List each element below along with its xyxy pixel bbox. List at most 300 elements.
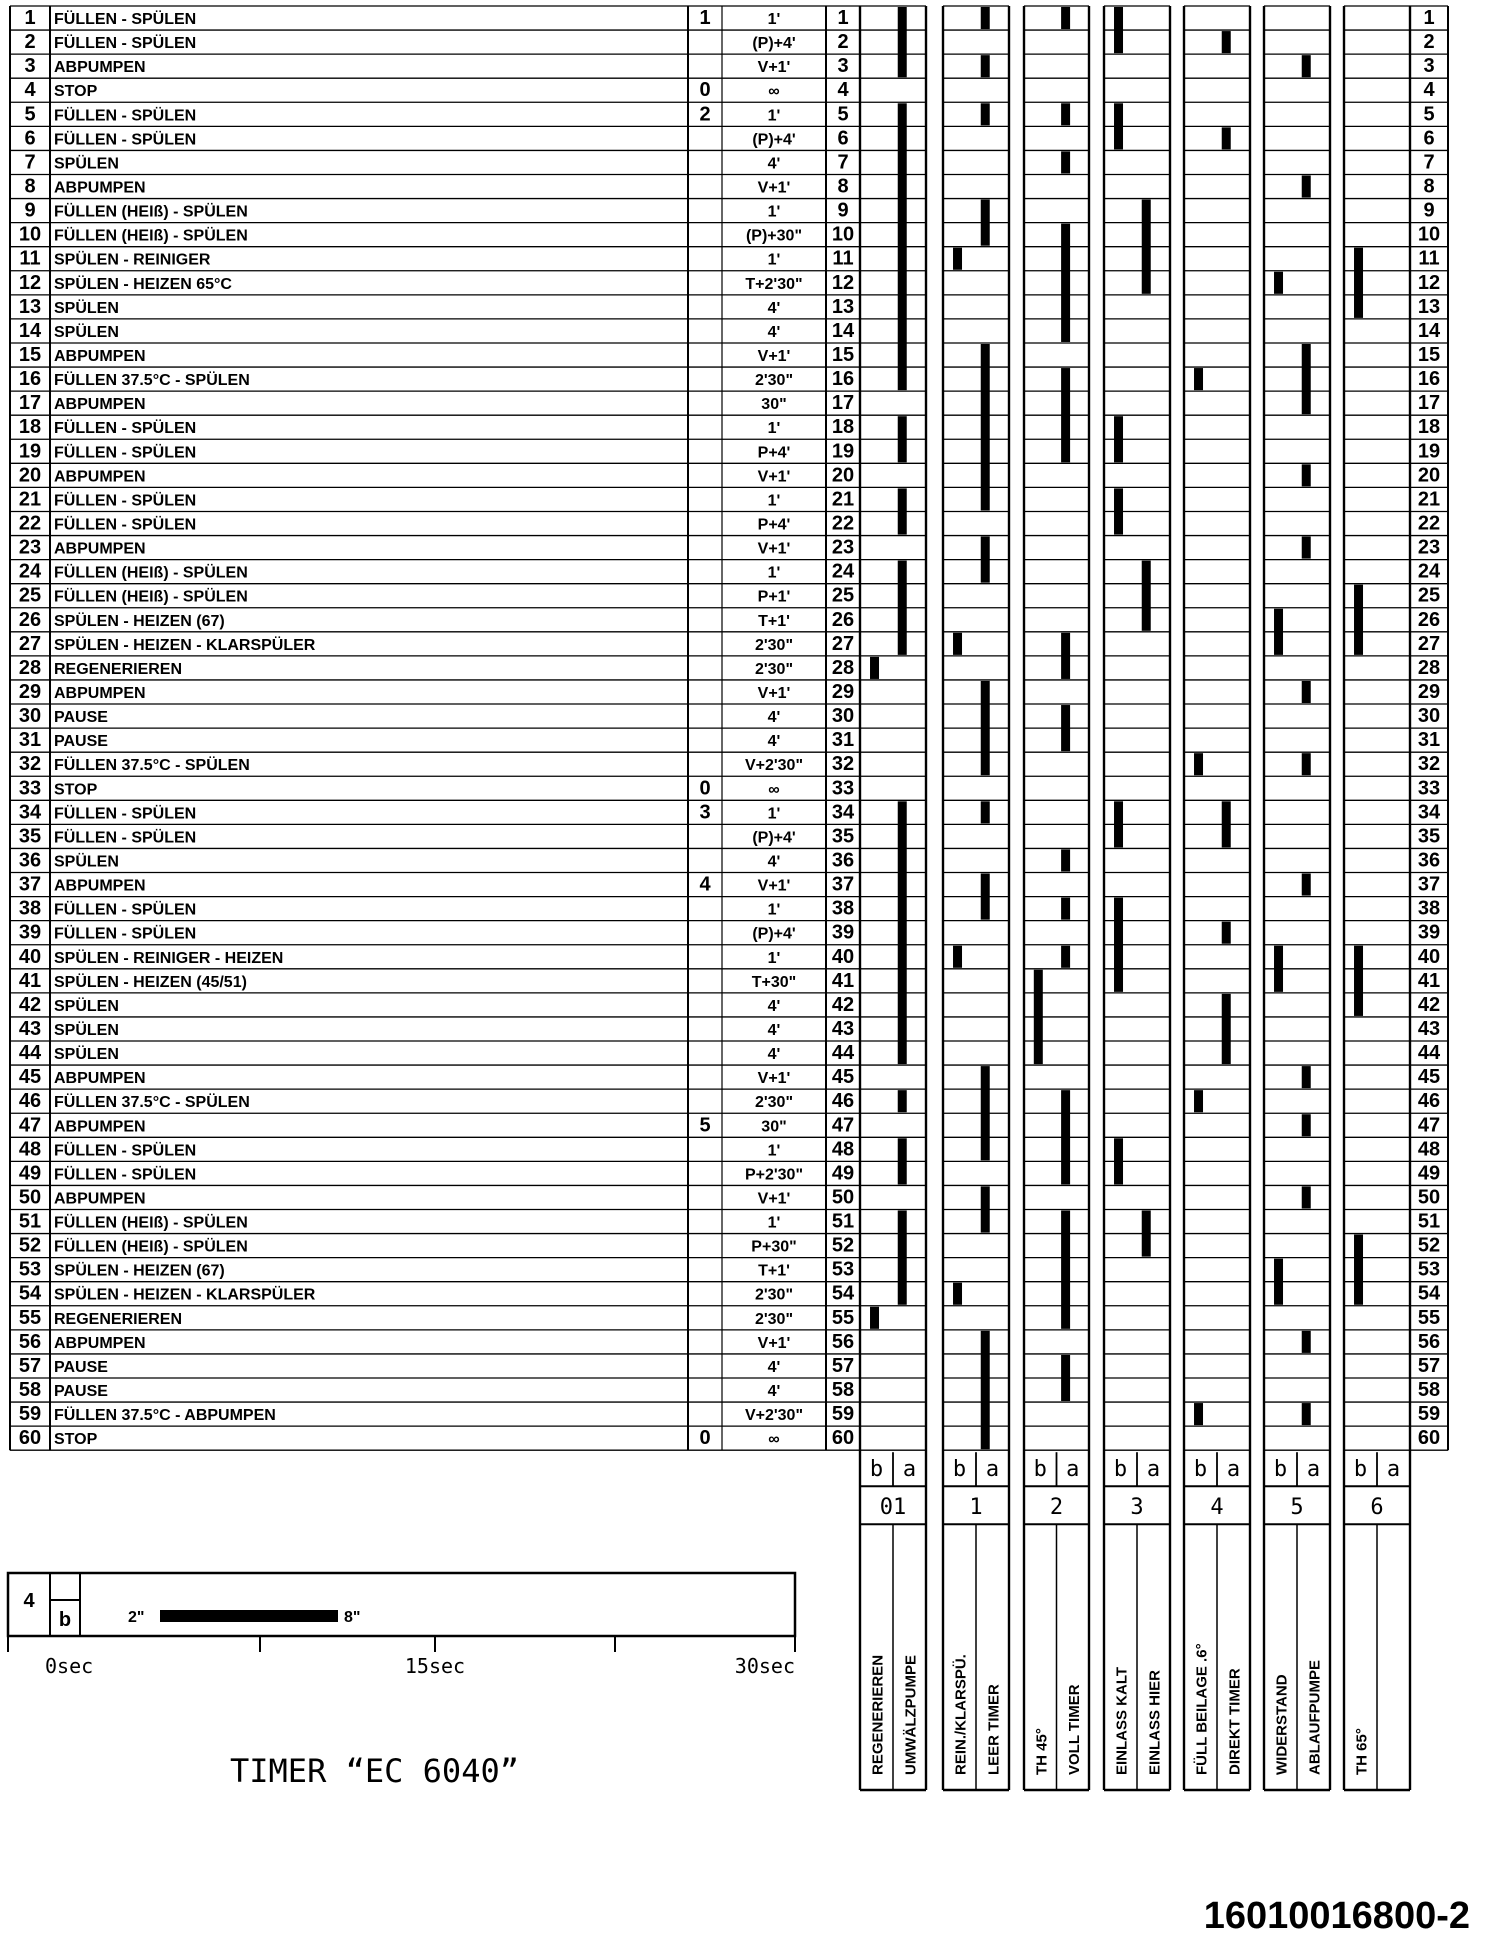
contact-bar-01-a (898, 1138, 907, 1184)
step-number-far-right: 4 (1423, 79, 1435, 102)
step-duration: 2'30" (754, 1286, 794, 1304)
contact-bar-6-b (1354, 946, 1363, 1016)
step-duration: ∞ (768, 83, 780, 101)
step-number-right: 60 (831, 1427, 855, 1450)
step-number-right: 43 (831, 1017, 855, 1040)
step-number: 31 (18, 729, 42, 752)
step-number-far-right: 14 (1417, 319, 1441, 342)
step-label: FÜLLEN - SPÜLEN (54, 11, 197, 29)
step-duration: T+1' (758, 1262, 790, 1280)
contact-bar-5-a (1302, 1331, 1311, 1353)
step-number-far-right: 22 (1417, 512, 1441, 535)
contact-bar-3-a (1142, 200, 1151, 294)
step-duration: 2'30" (754, 1310, 794, 1328)
signal-label-a: DIREKT TIMER (1226, 1668, 1244, 1775)
step-number-right: 17 (831, 392, 855, 415)
step-label: PAUSE (54, 709, 108, 727)
step-number: 46 (18, 1090, 42, 1113)
step-duration: V+1' (757, 1334, 791, 1352)
contact-bar-1-a (981, 1066, 990, 1160)
step-number: 58 (18, 1379, 42, 1402)
step-number-far-right: 35 (1417, 825, 1441, 848)
step-label: SPÜLEN - HEIZEN - KLARSPÜLER (54, 1286, 316, 1304)
step-number: 30 (18, 705, 42, 728)
step-number-far-right: 18 (1417, 416, 1441, 439)
step-number-right: 32 (831, 753, 855, 776)
contact-bar-2-a (1061, 898, 1070, 920)
step-number-right: 38 (831, 897, 855, 920)
contact-bar-6-b (1354, 248, 1363, 318)
timer-position: 4 (23, 1590, 35, 1612)
step-duration: V+1' (757, 59, 791, 77)
diagram-title: TIMER “EC 6040” (230, 1752, 519, 1790)
step-duration: 1' (767, 107, 781, 125)
contact-bar-1-a (981, 681, 990, 775)
signal-label-a: UMWÄLZPUMPE (902, 1655, 920, 1775)
step-number: 1 (24, 7, 36, 30)
step-duration: 1' (767, 203, 781, 221)
step-number-far-right: 32 (1417, 753, 1441, 776)
contact-bar-01-a (898, 561, 907, 655)
step-number-right: 5 (837, 103, 849, 126)
step-number-far-right: 56 (1417, 1330, 1441, 1353)
step-number-far-right: 42 (1417, 993, 1441, 1016)
step-number: 19 (18, 440, 42, 463)
step-number-right: 33 (831, 777, 855, 800)
document-code: 16010016800-2 (1203, 1895, 1470, 1937)
step-number-far-right: 47 (1417, 1114, 1441, 1137)
step-number: 8 (24, 175, 36, 198)
signal-label-b: TH 45° (1033, 1728, 1051, 1775)
step-number: 10 (18, 223, 42, 246)
step-number-right: 4 (837, 79, 849, 102)
step-number-right: 6 (837, 127, 849, 150)
step-number-right: 54 (831, 1282, 855, 1305)
contact-bar-2-a (1061, 705, 1070, 751)
step-label: SPÜLEN (54, 853, 119, 871)
step-number-right: 13 (831, 295, 855, 318)
contact-bar-4-a (1222, 922, 1231, 944)
timer-on-from: 2" (128, 1609, 145, 1626)
step-number-right: 26 (831, 608, 855, 631)
contact-bar-3-b (1114, 7, 1123, 53)
step-number-right: 47 (831, 1114, 855, 1137)
step-number: 23 (18, 536, 42, 559)
step-duration: 1' (767, 420, 781, 438)
contact-b-label: b (1193, 1457, 1208, 1483)
step-number-far-right: 12 (1417, 271, 1441, 294)
contact-bar-2-a (1061, 1211, 1070, 1329)
step-number: 41 (18, 969, 42, 992)
timer-channel: b (58, 1609, 72, 1631)
step-number-far-right: 30 (1417, 705, 1441, 728)
step-number-far-right: 58 (1417, 1379, 1441, 1402)
step-number-far-right: 48 (1417, 1138, 1441, 1161)
step-number: 22 (18, 512, 42, 535)
contact-a-label: a (985, 1457, 1000, 1483)
step-label: STOP (54, 1431, 98, 1449)
step-number: 56 (18, 1330, 42, 1353)
step-number: 32 (18, 753, 42, 776)
step-number-right: 23 (831, 536, 855, 559)
step-number: 37 (18, 873, 42, 896)
contact-bar-01-a (898, 7, 907, 77)
step-number-far-right: 19 (1417, 440, 1441, 463)
step-number-far-right: 27 (1417, 632, 1441, 655)
contact-bar-1-a (981, 200, 990, 246)
step-duration: 4' (767, 1358, 781, 1376)
step-label: FÜLLEN - SPÜLEN (54, 829, 197, 847)
contact-a-label: a (1306, 1457, 1321, 1483)
step-number: 35 (18, 825, 42, 848)
contact-bar-2-a (1061, 368, 1070, 462)
step-number-far-right: 43 (1417, 1017, 1441, 1040)
signal-label-a: VOLL TIMER (1065, 1684, 1083, 1775)
step-position: 2 (699, 103, 711, 126)
step-number-right: 11 (832, 247, 854, 270)
contact-b-label: b (1353, 1457, 1368, 1483)
step-number: 33 (18, 777, 42, 800)
step-label: FÜLLEN - SPÜLEN (54, 107, 197, 125)
step-number-right: 51 (831, 1210, 855, 1233)
step-number-far-right: 38 (1417, 897, 1441, 920)
step-number: 55 (18, 1306, 42, 1329)
step-number-far-right: 11 (1418, 247, 1440, 270)
time-axis-label: 0sec (45, 1654, 94, 1678)
step-label: REGENERIEREN (54, 1310, 183, 1328)
step-duration: V+1' (757, 684, 791, 702)
contact-bar-01-a (898, 488, 907, 534)
step-position: 1 (699, 7, 711, 30)
step-number: 49 (18, 1162, 42, 1185)
group-id: 2 (1049, 1495, 1064, 1521)
step-position: 5 (699, 1114, 711, 1137)
step-number-far-right: 44 (1417, 1042, 1441, 1065)
contact-bar-5-b (1274, 946, 1283, 992)
step-number-right: 52 (831, 1234, 855, 1257)
step-number: 39 (18, 921, 42, 944)
step-number: 48 (18, 1138, 42, 1161)
step-number-far-right: 45 (1417, 1066, 1441, 1089)
step-number-far-right: 55 (1417, 1306, 1441, 1329)
step-number-right: 40 (831, 945, 855, 968)
step-number: 59 (18, 1403, 42, 1426)
step-number-right: 9 (837, 199, 849, 222)
step-number-far-right: 33 (1417, 777, 1441, 800)
step-label: STOP (54, 83, 98, 101)
step-number: 25 (18, 584, 42, 607)
step-number-right: 14 (831, 319, 855, 342)
step-duration: 1' (767, 564, 781, 582)
step-number-right: 34 (831, 801, 855, 824)
step-number: 36 (18, 849, 42, 872)
contact-bar-6-b (1354, 585, 1363, 655)
step-label: SPÜLEN (54, 299, 119, 317)
contact-bar-2-a (1061, 224, 1070, 342)
step-number: 13 (18, 295, 42, 318)
step-duration: V+2'30" (744, 757, 804, 775)
contact-bar-5-a (1302, 175, 1311, 197)
step-number-far-right: 8 (1423, 175, 1435, 198)
step-label: FÜLLEN - SPÜLEN (54, 516, 197, 534)
contact-bar-1-b (953, 633, 962, 655)
step-number-far-right: 3 (1423, 55, 1435, 78)
step-number-far-right: 40 (1417, 945, 1441, 968)
step-duration: 2'30" (754, 636, 794, 654)
step-label: FÜLLEN (HEIß) - SPÜLEN (54, 1238, 248, 1256)
step-number-right: 24 (831, 560, 855, 583)
step-number: 7 (24, 151, 36, 174)
step-duration: V+1' (757, 348, 791, 366)
step-number: 60 (18, 1427, 42, 1450)
step-number-far-right: 2 (1423, 31, 1435, 54)
step-number-far-right: 51 (1417, 1210, 1441, 1233)
step-number-far-right: 54 (1417, 1282, 1441, 1305)
step-duration: T+2'30" (745, 275, 803, 293)
step-label: ABPUMPEN (54, 348, 146, 366)
step-number-right: 57 (831, 1354, 855, 1377)
step-number-far-right: 41 (1417, 969, 1441, 992)
step-number-right: 39 (831, 921, 855, 944)
contact-bar-4-b (1194, 1090, 1203, 1112)
step-number-far-right: 28 (1417, 656, 1441, 679)
time-axis-label: 15sec (404, 1654, 466, 1678)
step-label: FÜLLEN - SPÜLEN (54, 1166, 197, 1184)
step-duration: P+2'30" (744, 1166, 804, 1184)
step-number: 47 (18, 1114, 42, 1137)
step-label: SPÜLEN (54, 1021, 119, 1039)
step-label: FÜLLEN 37.5°C - ABPUMPEN (54, 1407, 276, 1425)
contact-bar-3-b (1114, 801, 1123, 847)
contact-bar-01-b (870, 1307, 879, 1329)
step-duration: 1' (767, 1142, 781, 1160)
step-number-right: 37 (831, 873, 855, 896)
signal-label-b: TH 65° (1353, 1728, 1371, 1775)
step-number-far-right: 21 (1417, 488, 1441, 511)
step-label: FÜLLEN - SPÜLEN (54, 805, 197, 823)
step-label: FÜLLEN - SPÜLEN (54, 925, 197, 943)
step-duration: (P)+4' (752, 35, 796, 53)
step-number: 16 (18, 368, 42, 391)
step-number-far-right: 25 (1417, 584, 1441, 607)
step-number-right: 44 (831, 1042, 855, 1065)
signal-label-b: REGENERIEREN (869, 1654, 887, 1775)
step-number-far-right: 49 (1417, 1162, 1441, 1185)
signal-label-b: WIDERSTAND (1273, 1674, 1291, 1775)
step-label: ABPUMPEN (54, 468, 146, 486)
step-number: 26 (18, 608, 42, 631)
step-number-right: 19 (831, 440, 855, 463)
step-number-right: 21 (831, 488, 855, 511)
step-duration: 2'30" (754, 660, 794, 678)
step-duration: 4' (767, 155, 781, 173)
step-number: 51 (18, 1210, 42, 1233)
step-number-right: 29 (831, 680, 855, 703)
step-number-far-right: 39 (1417, 921, 1441, 944)
step-number-far-right: 46 (1417, 1090, 1441, 1113)
timer-on-bar (160, 1610, 338, 1622)
step-number: 12 (18, 271, 42, 294)
step-number-far-right: 9 (1423, 199, 1435, 222)
step-number-far-right: 29 (1417, 680, 1441, 703)
step-number: 52 (18, 1234, 42, 1257)
step-duration: ∞ (768, 1431, 780, 1449)
step-number-right: 59 (831, 1403, 855, 1426)
step-duration: 4' (767, 997, 781, 1015)
step-number-far-right: 52 (1417, 1234, 1441, 1257)
step-duration: P+1' (757, 588, 791, 606)
step-number: 17 (18, 392, 42, 415)
step-duration: 4' (767, 853, 781, 871)
step-duration: 1' (767, 492, 781, 510)
signal-label-a: LEER TIMER (985, 1684, 1003, 1775)
step-duration: 4' (767, 1021, 781, 1039)
step-number: 54 (18, 1282, 42, 1305)
signal-label-b: FÜLL BEILAGE .6° (1193, 1643, 1211, 1775)
step-duration: P+4' (757, 444, 791, 462)
step-number: 20 (18, 464, 42, 487)
step-label: SPÜLEN - HEIZEN - KLARSPÜLER (54, 636, 316, 654)
contact-bar-4-b (1194, 368, 1203, 390)
step-number-far-right: 6 (1423, 127, 1435, 150)
step-label: SPÜLEN - REINIGER - HEIZEN (54, 949, 284, 967)
step-duration: 4' (767, 1046, 781, 1064)
contact-bar-5-a (1302, 681, 1311, 703)
contact-bar-2-a (1061, 849, 1070, 871)
step-duration: 1' (767, 251, 781, 269)
step-duration: (P)+4' (752, 925, 796, 943)
contact-bar-2-a (1061, 633, 1070, 679)
contact-bar-2-a (1061, 946, 1070, 968)
step-number: 14 (18, 319, 42, 342)
step-label: PAUSE (54, 1358, 108, 1376)
step-position: 0 (699, 777, 711, 800)
step-label: FÜLLEN (HEIß) - SPÜLEN (54, 564, 248, 582)
step-label: FÜLLEN - SPÜLEN (54, 444, 197, 462)
contact-bar-3-b (1114, 1138, 1123, 1184)
step-number-far-right: 57 (1417, 1354, 1441, 1377)
step-number: 9 (24, 199, 36, 222)
contact-bar-3-a (1142, 1211, 1151, 1257)
contact-bar-01-b (870, 657, 879, 679)
contact-bar-1-a (981, 344, 990, 510)
contact-bar-1-a (981, 103, 990, 125)
step-number-far-right: 36 (1417, 849, 1441, 872)
contact-a-label: a (1226, 1457, 1241, 1483)
contact-bar-4-a (1222, 127, 1231, 149)
contact-bar-1-a (981, 1186, 990, 1232)
contact-bar-2-a (1061, 103, 1070, 125)
contact-a-label: a (1386, 1457, 1401, 1483)
contact-bar-5-a (1302, 874, 1311, 896)
step-number: 43 (18, 1017, 42, 1040)
contact-bar-4-a (1222, 994, 1231, 1064)
contact-a-label: a (1066, 1457, 1080, 1483)
contact-bar-5-a (1302, 1186, 1311, 1208)
step-number-right: 42 (831, 993, 855, 1016)
step-number: 40 (18, 945, 42, 968)
step-number-right: 48 (831, 1138, 855, 1161)
step-number: 42 (18, 993, 42, 1016)
step-duration: V+1' (757, 468, 791, 486)
step-number-right: 2 (837, 31, 849, 54)
step-number: 38 (18, 897, 42, 920)
step-number: 27 (18, 632, 42, 655)
contact-bar-2-a (1061, 7, 1070, 29)
step-number-far-right: 31 (1417, 729, 1441, 752)
step-number: 11 (19, 247, 41, 270)
step-label: PAUSE (54, 1383, 108, 1401)
step-number-right: 8 (837, 175, 849, 198)
step-duration: 4' (767, 323, 781, 341)
step-number-far-right: 20 (1417, 464, 1441, 487)
step-number: 4 (24, 79, 36, 102)
step-duration: (P)+4' (752, 131, 796, 149)
contact-bar-01-a (898, 103, 907, 390)
step-label: SPÜLEN (54, 1046, 119, 1064)
step-number-right: 45 (831, 1066, 855, 1089)
contact-bar-1-a (981, 801, 990, 823)
contact-bar-3-a (1142, 561, 1151, 631)
step-duration: P+30" (751, 1238, 797, 1256)
step-duration: V+1' (757, 1070, 791, 1088)
step-label: FÜLLEN - SPÜLEN (54, 131, 197, 149)
step-duration: T+1' (758, 612, 790, 630)
step-number-right: 49 (831, 1162, 855, 1185)
step-duration: 1' (767, 805, 781, 823)
step-number: 6 (24, 127, 36, 150)
step-label: SPÜLEN - HEIZEN (67) (54, 1262, 225, 1280)
step-duration: (P)+30" (745, 227, 803, 245)
contact-bar-5-a (1302, 464, 1311, 486)
step-label: REGENERIEREN (54, 660, 183, 678)
step-number-far-right: 7 (1423, 151, 1435, 174)
step-number-right: 1 (837, 7, 849, 30)
contact-bar-5-b (1274, 609, 1283, 655)
step-number-far-right: 1 (1423, 7, 1435, 30)
step-number-right: 20 (831, 464, 855, 487)
contact-b-label: b (952, 1457, 967, 1483)
step-number-far-right: 15 (1417, 344, 1441, 367)
step-label: ABPUMPEN (54, 684, 146, 702)
contact-b-label: b (1113, 1457, 1128, 1483)
step-number-far-right: 37 (1417, 873, 1441, 896)
contact-bar-3-b (1114, 103, 1123, 149)
step-duration: T+30" (751, 973, 797, 991)
step-number-far-right: 5 (1423, 103, 1435, 126)
step-duration: ∞ (768, 781, 780, 799)
step-label: SPÜLEN - REINIGER (54, 251, 211, 269)
step-number: 28 (18, 656, 42, 679)
contact-b-label: b (1033, 1457, 1047, 1483)
contact-bar-4-a (1222, 801, 1231, 847)
step-number-far-right: 24 (1417, 560, 1441, 583)
step-label: SPÜLEN - HEIZEN (67) (54, 612, 225, 630)
step-number-right: 36 (831, 849, 855, 872)
step-label: ABPUMPEN (54, 1190, 146, 1208)
step-number-far-right: 60 (1417, 1427, 1441, 1450)
step-number-right: 55 (831, 1306, 855, 1329)
step-number-far-right: 59 (1417, 1403, 1441, 1426)
contact-a-label: a (1146, 1457, 1161, 1483)
step-label: ABPUMPEN (54, 1334, 146, 1352)
step-number: 24 (18, 560, 42, 583)
step-duration: 4' (767, 733, 781, 751)
contact-bar-3-b (1114, 416, 1123, 462)
contact-bar-2-b (1034, 970, 1043, 1064)
step-number-far-right: 13 (1417, 295, 1441, 318)
step-duration: 1' (767, 11, 781, 29)
